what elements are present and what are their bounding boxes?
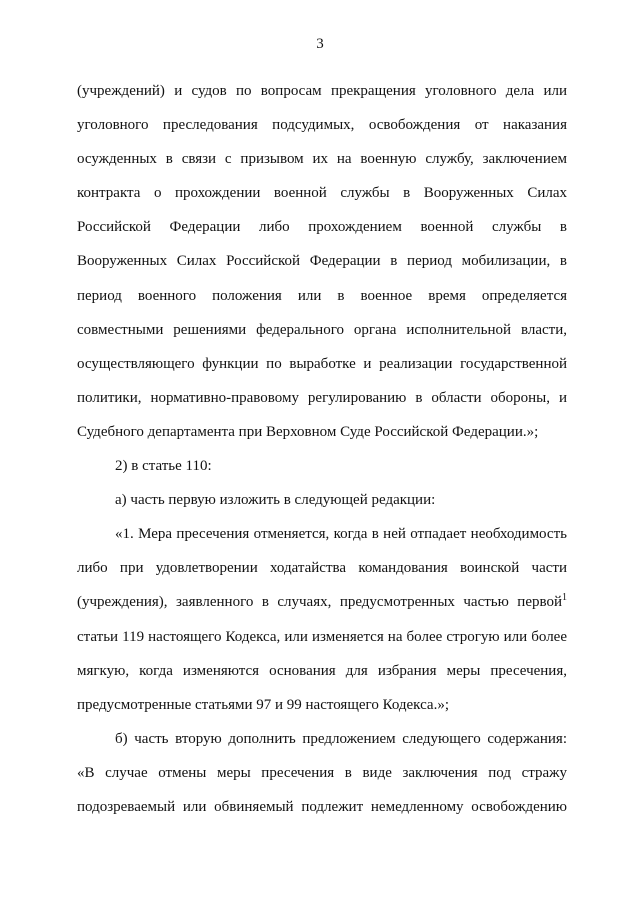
text-line (77, 620, 567, 654)
text-line (77, 244, 567, 278)
text-line (77, 722, 567, 756)
text-line (77, 108, 567, 142)
text-line (77, 517, 567, 551)
text-line (77, 347, 567, 381)
line-text: уголовного преследования подсудимых, освобождения от наказания (77, 117, 567, 134)
line-text: либо при удовлетворении ходатайства командования воинской части (77, 560, 567, 577)
text-line (77, 585, 567, 619)
line-text: предусмотренные статьями 97 и 99 настоящего Кодекса.»; (77, 696, 450, 713)
line-text: совместными решениями федерального органа исполнительной власти, (77, 321, 567, 338)
line-text: подозреваемый или обвиняемый подлежит немедленному освобождению (77, 798, 567, 815)
line-text: период военного положения или в военное время определяется (77, 287, 567, 304)
line-text: (учреждений) и судов по вопросам прекращения уголовного дела или (77, 83, 567, 99)
line-text: мягкую, когда изменяются основания для избрания меры пресечения, (77, 662, 567, 679)
text-line (77, 313, 567, 347)
text-line (77, 654, 567, 688)
line-text: осуществляющего функции по выработке и реализации государственной (77, 355, 567, 372)
text-line (77, 449, 567, 483)
line-text: «В случае отмены меры пресечения в виде заключения под стражу (77, 764, 567, 781)
line-text: Российской Федерации либо прохождением военной службы в (77, 219, 567, 236)
document-body (77, 74, 567, 824)
line-text: статьи 119 настоящего Кодекса, или изменяется на более строгую или более (77, 628, 567, 645)
line-text: а) часть первую изложить в следующей редакции: (115, 492, 436, 509)
line-text: 2) в статье 110: (115, 458, 212, 475)
text-line (77, 74, 567, 108)
line-text: контракта о прохождении военной службы в Вооруженных Силах (77, 185, 567, 202)
line-text: (учреждения), заявленного в случаях, предусмотренных частью первой (77, 594, 562, 611)
text-line (77, 415, 567, 449)
footnote-marker: 1 (562, 592, 567, 604)
line-text: «1. Мера пресечения отменяется, когда в ней отпадает необходимость (115, 526, 567, 543)
line-text: Судебного департамента при Верховном Суде Российской Федерации.»; (77, 423, 539, 440)
line-text: Вооруженных Силах Российской Федерации в период мобилизации, в (77, 253, 567, 270)
text-line (77, 279, 567, 313)
text-line (77, 551, 567, 585)
page-number: 3 (316, 36, 324, 52)
text-line (77, 381, 567, 415)
text-line (77, 756, 567, 790)
text-line (77, 483, 567, 517)
text-line (77, 176, 567, 210)
text-line (77, 790, 567, 824)
text-line (77, 688, 567, 722)
line-text: политики, нормативно-правовому регулированию в области обороны, и (77, 389, 567, 406)
line-text: б) часть вторую дополнить предложением следующего содержания: (115, 730, 567, 747)
text-line (77, 142, 567, 176)
line-text: осужденных в связи с призывом их на военную службу, заключением (77, 151, 567, 168)
text-line (77, 210, 567, 244)
